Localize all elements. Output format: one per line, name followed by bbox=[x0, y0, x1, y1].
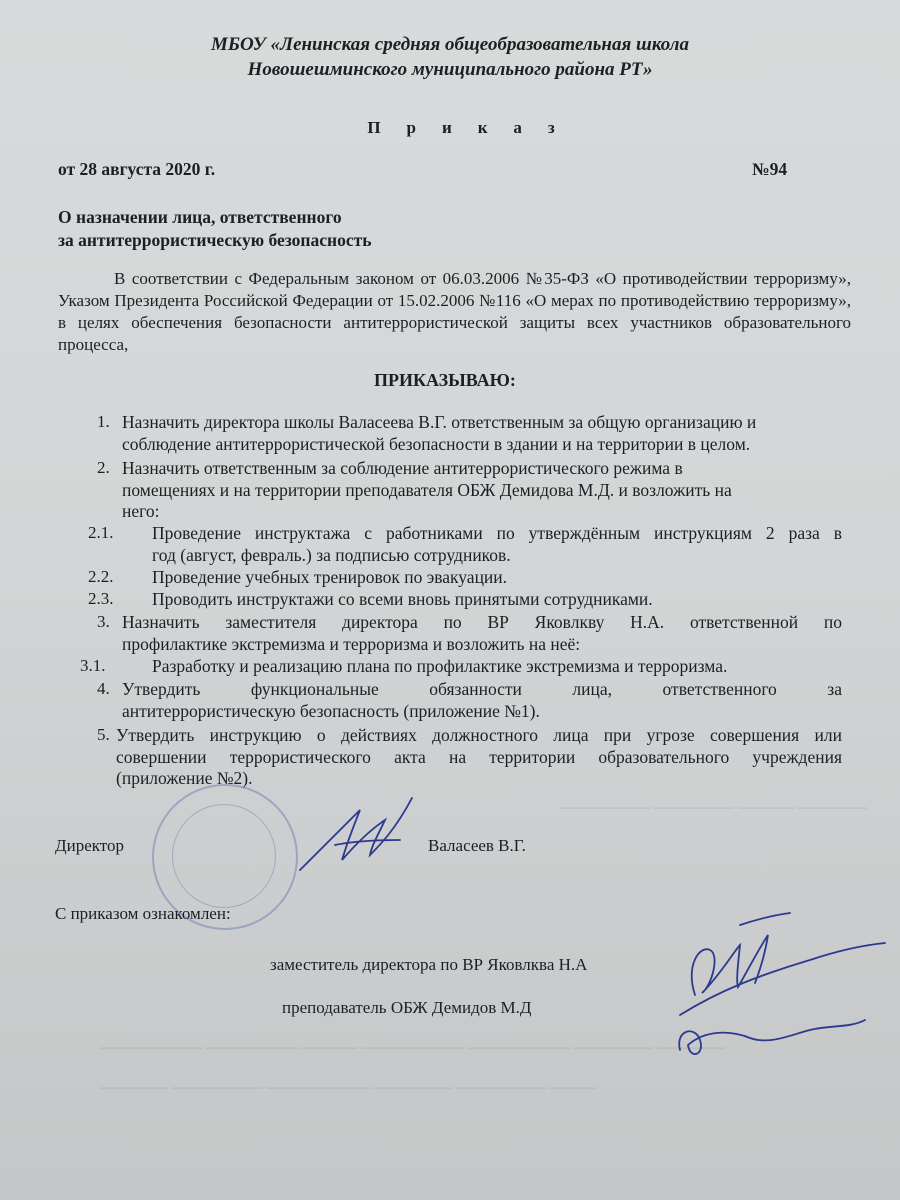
item-line: помещениях и на территории преподавателя ОБЖ Демидова М.Д. и возложить на bbox=[122, 479, 732, 500]
item-line: Утвердить инструкцию о действиях должностного лица при угрозе совершения или bbox=[116, 725, 842, 745]
list-item bbox=[122, 679, 842, 722]
item-line: Разработку и реализацию плана по профилактике экстремизма и терроризма. bbox=[152, 656, 728, 676]
school-name-line2: Новошешминского муниципального района РТ» bbox=[247, 59, 653, 80]
list-item bbox=[122, 612, 842, 655]
director-label: Директор bbox=[55, 836, 124, 855]
list-item bbox=[152, 589, 842, 611]
order-word: ПРИКАЗЫВАЮ: bbox=[374, 370, 516, 390]
order-number: №94 bbox=[752, 159, 788, 179]
item-line: Назначить заместителя директора по ВР Яковлкву Н.А. ответственной по bbox=[122, 612, 842, 632]
item-line: Утвердить функциональные обязанности лица, ответственного за bbox=[122, 679, 842, 699]
preamble-text: В соответствии с Федеральным законом от 06.03.2006 №35-ФЗ «О противодействии терроризму», Указом Президента Российской Федерации от 15.02.2006 №116 «О мерах по противодействию терроризму», в целях обеспечения безопасности антитеррористической защиты всех участников образовательного процесса, bbox=[58, 269, 851, 354]
bleed-through-text: ──────── ─────── ───── ────── bbox=[560, 800, 867, 817]
item-number: 2. bbox=[97, 458, 110, 477]
document-title: Приказ bbox=[367, 118, 581, 137]
item-number: 1. bbox=[97, 412, 110, 431]
list-item bbox=[116, 725, 842, 790]
item-number: 3. bbox=[97, 612, 110, 631]
list-item bbox=[122, 458, 802, 523]
bleed-through-text: ───────── ──────── ───── ───────── ───────── ─────── ────── bbox=[100, 1040, 725, 1057]
signer-deputy: заместитель директора по ВР Яковлква Н.А bbox=[270, 955, 588, 974]
school-name-line1: МБОУ «Ленинская средняя общеобразовательная школа bbox=[210, 34, 689, 55]
item-number: 4. bbox=[97, 679, 110, 698]
item-line: (приложение №2). bbox=[116, 768, 253, 788]
item-line: год (август, февраль.) за подписью сотрудников. bbox=[152, 544, 511, 565]
item-number: 2.2. bbox=[88, 567, 114, 586]
school-stamp-inner-ring bbox=[172, 804, 276, 908]
director-signature bbox=[280, 790, 440, 880]
list-item bbox=[152, 656, 842, 678]
bleed-through-text: ────── ──────── ───────── ─────── ──────── ──── bbox=[100, 1080, 597, 1097]
item-line: Проводить инструктажи со всеми вновь принятыми сотрудниками. bbox=[152, 589, 653, 609]
item-line: Назначить директора школы Валасеева В.Г. ответственным за общую организацию и bbox=[122, 412, 757, 432]
item-line: совершении террористического акта на территории образовательного учреждения bbox=[116, 746, 842, 767]
signer-teacher: преподаватель ОБЖ Демидов М.Д bbox=[282, 998, 532, 1017]
subject-line1: О назначении лица, ответственного bbox=[58, 207, 342, 227]
subject-line2: за антитеррористическую безопасность bbox=[58, 230, 372, 250]
item-line: антитеррористическую безопасность (приложение №1). bbox=[122, 700, 540, 721]
acquainted-label: С приказом ознакомлен: bbox=[55, 904, 231, 923]
item-line: Назначить ответственным за соблюдение антитеррористического режима в bbox=[122, 458, 683, 478]
item-line: него: bbox=[122, 501, 160, 521]
list-item bbox=[152, 567, 842, 589]
item-line: соблюдение антитеррористической безопасности в здании и на территории в целом. bbox=[122, 433, 751, 454]
preamble-paragraph bbox=[58, 268, 851, 356]
item-line: Проведение инструктажа с работниками по утверждённым инструкциям 2 раза в bbox=[152, 523, 842, 543]
item-number: 5. bbox=[97, 725, 110, 744]
teacher-signature bbox=[660, 1000, 880, 1070]
item-number: 2.1. bbox=[88, 523, 114, 542]
item-number: 2.3. bbox=[88, 589, 114, 608]
list-item bbox=[122, 412, 842, 455]
item-line: профилактике экстремизма и терроризма и возложить на неё: bbox=[122, 633, 581, 654]
list-item bbox=[152, 523, 842, 566]
director-name: Валасеев В.Г. bbox=[428, 836, 526, 855]
item-number: 3.1. bbox=[80, 656, 106, 675]
order-date: от 28 августа 2020 г. bbox=[58, 159, 216, 179]
item-line: Проведение учебных тренировок по эвакуации. bbox=[152, 567, 508, 587]
